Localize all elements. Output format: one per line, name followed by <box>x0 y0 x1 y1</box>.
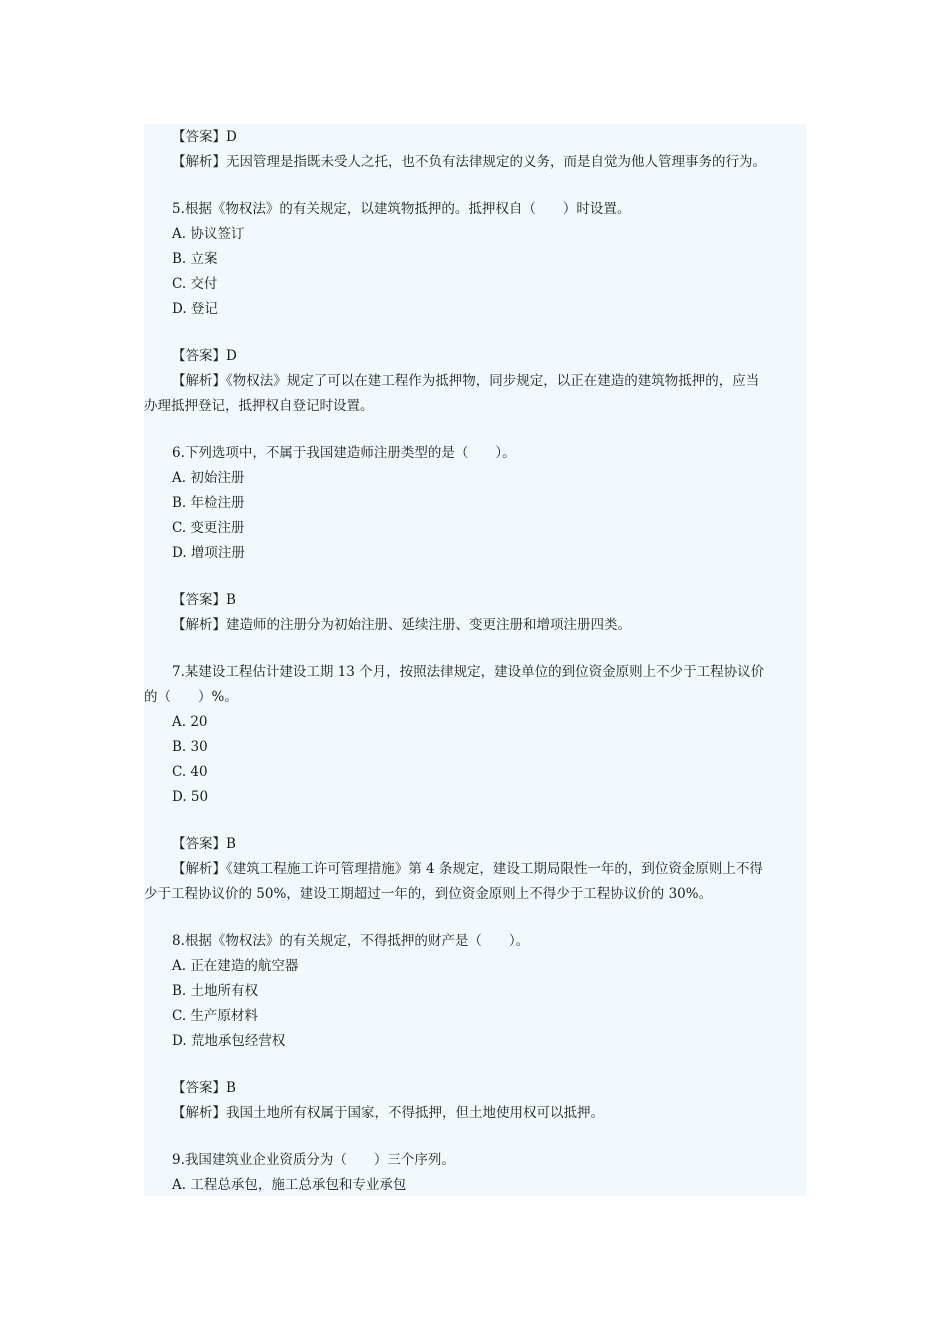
document-line: 【答案】B <box>172 836 236 852</box>
document-line: D. 荒地承包经营权 <box>172 1033 286 1049</box>
document-line: 办理抵押登记，抵押权自登记时设置。 <box>144 398 374 414</box>
document-line: 【解析】无因管理是指既未受人之托，也不负有法律规定的义务，而是自觉为他人管理事务的行为。 <box>172 154 766 170</box>
document-line: D. 50 <box>172 789 209 805</box>
document-line: D. 登记 <box>172 301 218 317</box>
document-line: 【解析】《物权法》规定了可以在建工程作为抵押物，同步规定，以正在建造的建筑物抵押的，应当 <box>172 373 760 389</box>
document-line: 【解析】建造师的注册分为初始注册、延续注册、变更注册和增项注册四类。 <box>172 617 631 633</box>
document-line: 【答案】D <box>172 348 237 364</box>
document-line: B. 土地所有权 <box>172 983 259 999</box>
document-line: 6.下列选项中，不属于我国建造师注册类型的是（ ）。 <box>172 445 516 461</box>
document-line: 少于工程协议价的 50%，建设工期超过一年的，到位资金原则上不得少于工程协议价的 30%。 <box>144 886 713 902</box>
document-line: B. 年检注册 <box>172 495 245 511</box>
document-line: 【答案】D <box>172 129 237 145</box>
document-line: B. 30 <box>172 739 208 755</box>
document-line: 【答案】B <box>172 592 236 608</box>
document-line: C. 生产原材料 <box>172 1008 258 1024</box>
document-line: A. 正在建造的航空器 <box>172 958 299 974</box>
document-line: 5.根据《物权法》的有关规定，以建筑物抵押的。抵押权自（ ）时设置。 <box>172 201 631 217</box>
document-line: A. 工程总承包，施工总承包和专业承包 <box>172 1177 407 1193</box>
document-line: D. 增项注册 <box>172 545 245 561</box>
document-line: 8.根据《物权法》的有关规定，不得抵押的财产是（ ）。 <box>172 933 530 949</box>
document-line: 9.我国建筑业企业资质分为（ ）三个序列。 <box>172 1152 455 1168</box>
document-line: 【解析】《建筑工程施工许可管理措施》第 4 条规定，建设工期局限性一年的，到位资金原则上不得 <box>172 861 763 877</box>
document-line: 【解析】我国土地所有权属于国家，不得抵押，但土地使用权可以抵押。 <box>172 1105 604 1121</box>
document-line: 的（ ）%。 <box>144 689 238 705</box>
document-line: A. 协议签订 <box>172 226 245 242</box>
document-line: C. 变更注册 <box>172 520 245 536</box>
document-line: C. 40 <box>172 764 208 780</box>
document-line: 【答案】B <box>172 1080 236 1096</box>
document-line: B. 立案 <box>172 251 218 267</box>
document-line: A. 20 <box>172 714 208 730</box>
document-line: C. 交付 <box>172 276 218 292</box>
document-line: 7.某建设工程估计建设工期 13 个月，按照法律规定，建设单位的到位资金原则上不少于工程协议价 <box>172 664 765 680</box>
document-line: A. 初始注册 <box>172 470 245 486</box>
